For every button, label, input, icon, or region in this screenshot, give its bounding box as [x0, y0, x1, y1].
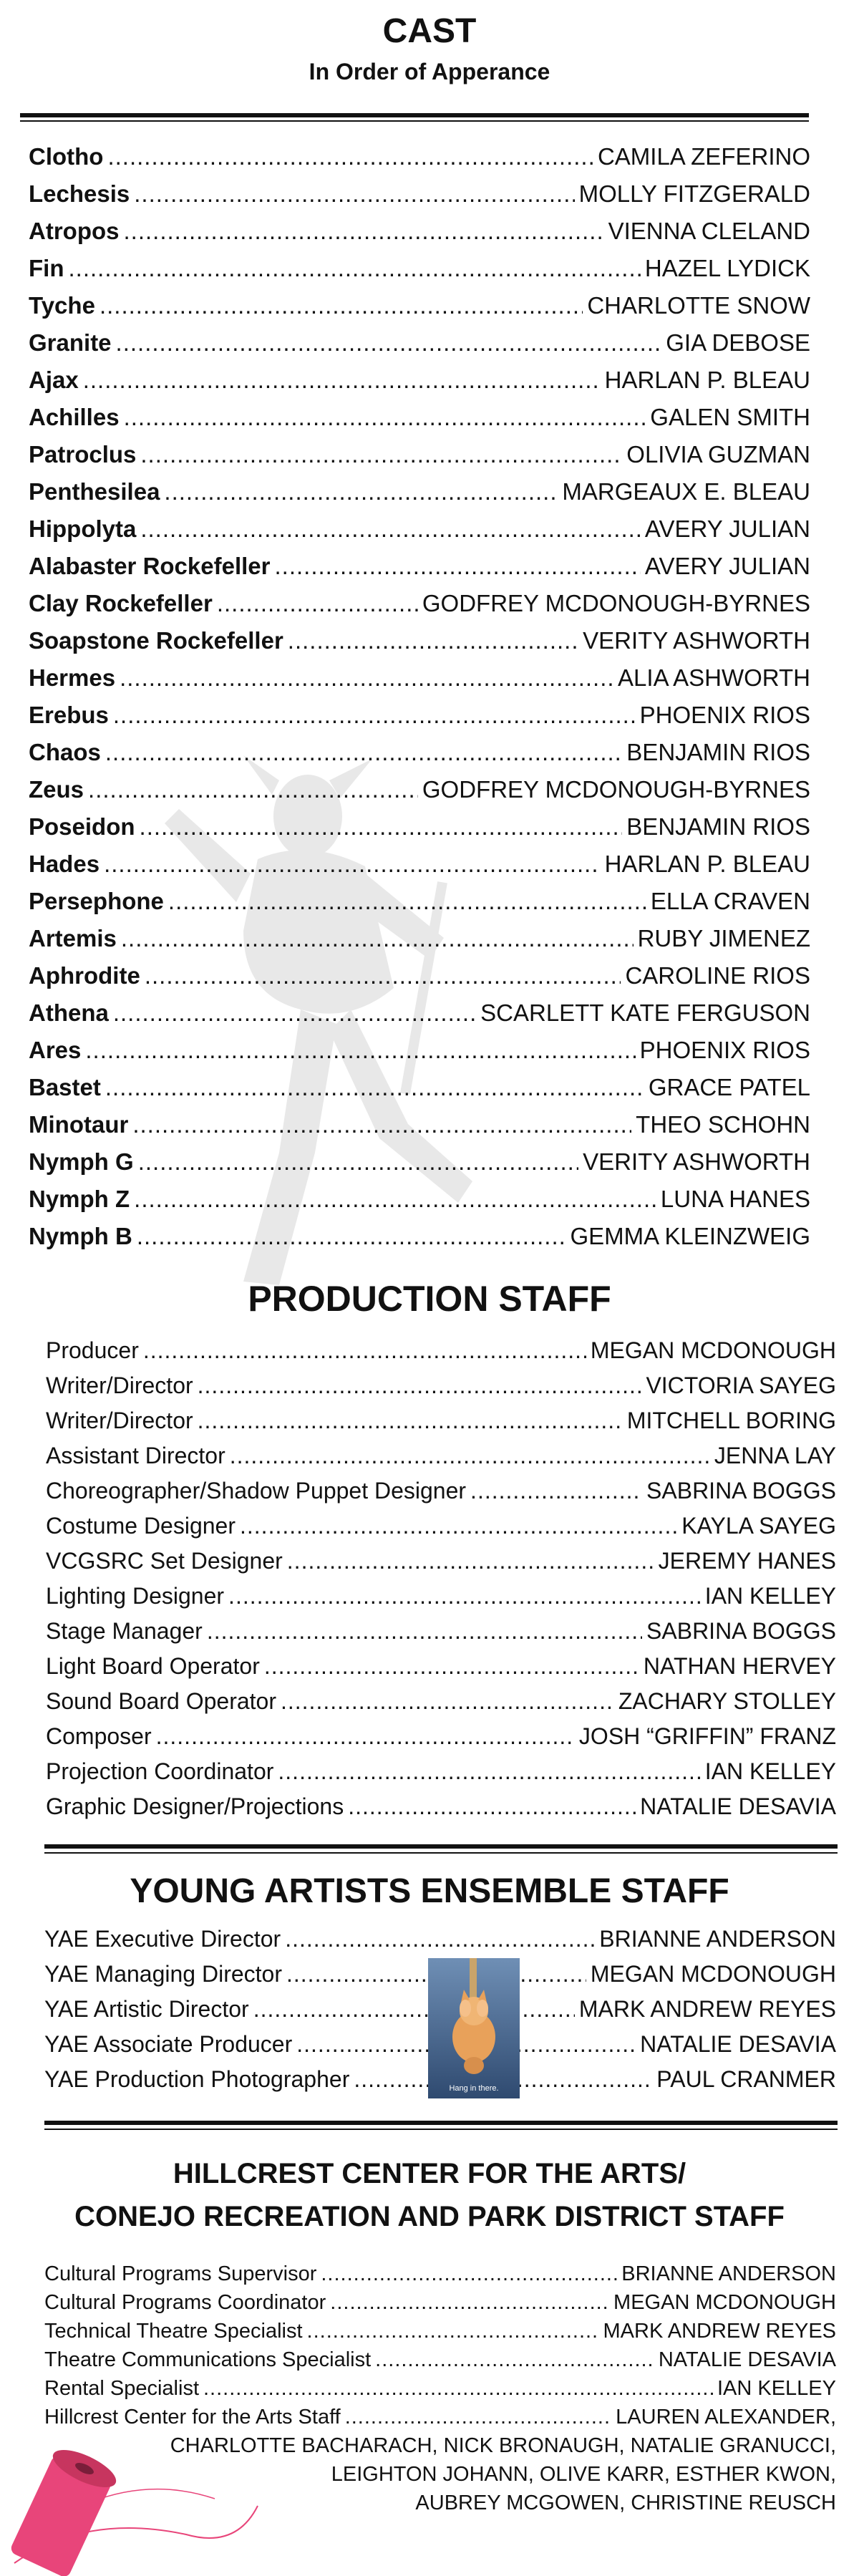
staff-role: Projection Coordinator	[46, 1758, 274, 1784]
leader-dots	[217, 590, 418, 617]
leader-dots	[105, 1074, 644, 1101]
staff-name: KAYLA SAYEG	[681, 1513, 836, 1539]
cast-row	[29, 1186, 810, 1213]
cast-role: Hades	[29, 851, 100, 877]
leader-dots	[124, 218, 604, 245]
leader-dots	[138, 1148, 578, 1176]
cast-row	[29, 553, 810, 580]
staff-role: VCGSRC Set Designer	[46, 1548, 283, 1574]
leader-dots	[145, 962, 621, 989]
staff-role: Writer/Director	[46, 1372, 193, 1398]
leader-dots	[113, 999, 476, 1027]
staff-name: JENNA LAY	[714, 1443, 836, 1468]
leader-dots	[207, 1618, 642, 1645]
staff-name: MEGAN MCDONOUGH	[590, 1961, 836, 1987]
cast-row	[29, 999, 810, 1027]
staff-role: Choreographer/Shadow Puppet Designer	[46, 1478, 467, 1504]
cast-role: Ares	[29, 1037, 82, 1063]
staff-row	[46, 1443, 836, 1469]
staff-row	[44, 1926, 836, 1952]
poster-caption: Hang in there.	[449, 2084, 499, 2093]
staff-name: NATALIE DESAVIA	[658, 2348, 836, 2371]
cast-row	[29, 590, 810, 617]
cast-name: MARGEAUX E. BLEAU	[562, 478, 810, 505]
cast-row	[29, 1074, 810, 1101]
staff-row	[46, 1723, 836, 1750]
hillcrest-title-line1: HILLCREST CENTER FOR THE ARTS/	[173, 2158, 686, 2189]
yae-staff-title: YOUNG ARTISTS ENSEMBLE STAFF	[130, 1872, 729, 1910]
cast-name: GEMMA KLEINZWEIG	[570, 1223, 810, 1249]
staff-name: IAN KELLEY	[704, 1758, 836, 1784]
cast-row	[29, 888, 810, 915]
cast-row	[29, 367, 810, 394]
leader-dots	[203, 2377, 713, 2401]
staff-name: NATALIE DESAVIA	[640, 2031, 836, 2057]
staff-name: MITCHELL BORING	[626, 1408, 836, 1433]
cast-row	[29, 702, 810, 729]
cast-row	[29, 664, 810, 692]
staff-name: PAUL CRANMER	[656, 2066, 836, 2092]
production-rule-thin	[44, 1852, 838, 1854]
leader-dots	[120, 664, 613, 692]
staff-role: Assistant Director	[46, 1443, 225, 1468]
leader-dots	[134, 180, 574, 208]
staff-row	[44, 2320, 836, 2343]
cast-role: Clay Rockefeller	[29, 590, 213, 616]
staff-role: Graphic Designer/Projections	[46, 1793, 344, 1819]
cast-row	[29, 627, 810, 654]
cast-rule-thick	[20, 113, 809, 117]
leader-dots	[140, 441, 622, 468]
staff-role: Technical Theatre Specialist	[44, 2320, 303, 2343]
hillcrest-staff-continuation: AUBREY MCGOWEN, CHRISTINE REUSCH	[415, 2492, 836, 2514]
cast-row	[29, 739, 810, 766]
leader-dots	[228, 1583, 701, 1609]
production-rule-thick	[44, 1844, 838, 1849]
staff-role: Writer/Director	[46, 1408, 193, 1433]
cast-role: Artemis	[29, 925, 117, 952]
leader-dots	[140, 813, 623, 841]
cast-row	[29, 776, 810, 803]
cast-role: Poseidon	[29, 813, 135, 840]
staff-row	[46, 1583, 836, 1609]
staff-name: SABRINA BOGGS	[646, 1478, 836, 1504]
staff-name: IAN KELLEY	[717, 2377, 836, 2400]
staff-row	[46, 1372, 836, 1399]
cast-role: Fin	[29, 255, 64, 281]
cast-name: ALIA ASHWORTH	[618, 664, 810, 691]
cast-role: Persephone	[29, 888, 164, 914]
yae-rule-thick	[44, 2121, 838, 2125]
staff-name: MEGAN MCDONOUGH	[613, 2291, 836, 2314]
staff-role: YAE Production Photographer	[44, 2066, 350, 2092]
staff-name: MARK ANDREW REYES	[603, 2320, 836, 2343]
cast-row	[29, 813, 810, 841]
staff-row	[46, 1618, 836, 1645]
cast-subtitle: In Order of Apperance	[309, 59, 550, 84]
cast-title: CAST	[382, 12, 477, 50]
staff-row	[46, 1478, 836, 1504]
leader-dots	[134, 1186, 656, 1213]
staff-role: Theatre Communications Specialist	[44, 2348, 372, 2371]
cast-name: ELLA CRAVEN	[650, 888, 810, 914]
cast-role: Alabaster Rockefeller	[29, 553, 271, 579]
cast-name: LUNA HANES	[660, 1186, 810, 1212]
staff-name: NATALIE DESAVIA	[640, 1793, 836, 1819]
cast-role: Tyche	[29, 292, 95, 319]
leader-dots	[164, 478, 558, 505]
leader-dots	[88, 776, 418, 803]
cast-role: Achilles	[29, 404, 120, 430]
cast-name: HAZEL LYDICK	[644, 255, 810, 281]
staff-row	[44, 2348, 836, 2372]
staff-role: Producer	[46, 1337, 139, 1363]
thread-spool-icon	[0, 2427, 272, 2576]
leader-dots	[83, 367, 601, 394]
cast-rule-thin	[20, 120, 809, 122]
cast-role: Soapstone Rockefeller	[29, 627, 283, 654]
leader-dots	[330, 2291, 609, 2315]
leader-dots	[107, 143, 593, 170]
cast-name: THEO SCHOHN	[636, 1111, 810, 1138]
staff-row	[46, 1337, 836, 1364]
hillcrest-staff-continuation: LEIGHTON JOHANN, OLIVE KARR, ESTHER KWON,	[331, 2463, 836, 2486]
staff-row	[46, 1513, 836, 1539]
cast-row	[29, 292, 810, 319]
staff-name: LAUREN ALEXANDER,	[616, 2406, 836, 2429]
cast-role: Nymph G	[29, 1148, 134, 1175]
staff-row	[44, 2291, 836, 2315]
cast-name: CHARLOTTE SNOW	[587, 292, 810, 319]
cast-role: Nymph Z	[29, 1186, 130, 1212]
cast-role: Zeus	[29, 776, 84, 803]
staff-role: YAE Associate Producer	[44, 2031, 293, 2057]
cast-role: Granite	[29, 329, 112, 356]
staff-name: BRIANNE ANDERSON	[599, 1926, 836, 1952]
staff-name: IAN KELLEY	[704, 1583, 836, 1609]
staff-name: JEREMY HANES	[658, 1548, 836, 1574]
cast-role: Nymph B	[29, 1223, 132, 1249]
leader-dots	[100, 292, 583, 319]
cast-name: HARLAN P. BLEAU	[604, 851, 810, 877]
cast-role: Aphrodite	[29, 962, 140, 989]
staff-role: Light Board Operator	[46, 1653, 260, 1679]
cast-row	[29, 1223, 810, 1250]
staff-name: NATHAN HERVEY	[643, 1653, 836, 1679]
cast-row	[29, 515, 810, 543]
leader-dots	[132, 1111, 631, 1138]
cast-name: BENJAMIN RIOS	[626, 813, 810, 840]
leader-dots	[253, 1996, 575, 2023]
leader-dots	[143, 1337, 586, 1364]
hillcrest-title-line2: CONEJO RECREATION AND PARK DISTRICT STAFF	[74, 2201, 785, 2232]
cast-row	[29, 143, 810, 170]
staff-row	[44, 2406, 836, 2429]
leader-dots	[348, 1793, 636, 1820]
cast-role: Lechesis	[29, 180, 130, 207]
hillcrest-staff-continuation: CHARLOTTE BACHARACH, NICK BRONAUGH, NATALIE GRANUCCI,	[170, 2434, 836, 2457]
kitten-icon	[428, 1958, 520, 2098]
staff-role: YAE Executive Director	[44, 1926, 281, 1952]
cast-name: VIENNA CLELAND	[608, 218, 810, 244]
cast-name: GALEN SMITH	[650, 404, 810, 430]
leader-dots	[140, 515, 641, 543]
staff-name: SABRINA BOGGS	[646, 1618, 836, 1644]
cast-name: HARLAN P. BLEAU	[604, 367, 810, 393]
leader-dots	[104, 851, 601, 878]
cast-role: Athena	[29, 999, 109, 1026]
staff-row	[46, 1688, 836, 1715]
production-staff-title: PRODUCTION STAFF	[248, 1279, 611, 1319]
leader-dots	[307, 2320, 599, 2343]
yae-rule-thin	[44, 2129, 838, 2130]
leader-dots	[156, 1723, 575, 1750]
cast-role: Hippolyta	[29, 515, 137, 542]
staff-role: Cultural Programs Supervisor	[44, 2262, 317, 2285]
leader-dots	[124, 404, 646, 431]
staff-role: Composer	[46, 1723, 152, 1749]
cast-name: AVERY JULIAN	[644, 553, 810, 579]
cast-role: Patroclus	[29, 441, 137, 468]
cast-name: CAROLINE RIOS	[625, 962, 810, 989]
leader-dots	[470, 1478, 642, 1504]
leader-dots	[116, 329, 662, 357]
leader-dots	[288, 627, 578, 654]
cast-name: BENJAMIN RIOS	[626, 739, 810, 765]
staff-row	[44, 2262, 836, 2286]
staff-name: MEGAN MCDONOUGH	[590, 1337, 836, 1363]
leader-dots	[287, 1548, 654, 1574]
cast-role: Bastet	[29, 1074, 101, 1100]
staff-row	[46, 1548, 836, 1574]
staff-row	[44, 2377, 836, 2401]
cast-row	[29, 478, 810, 505]
staff-role: YAE Artistic Director	[44, 1996, 249, 2022]
cast-role: Minotaur	[29, 1111, 129, 1138]
cast-row	[29, 1111, 810, 1138]
cast-name: VERITY ASHWORTH	[583, 627, 810, 654]
cast-name: MOLLY FITZGERALD	[578, 180, 810, 207]
leader-dots	[198, 1372, 642, 1399]
leader-dots	[68, 255, 640, 282]
cast-row	[29, 925, 810, 952]
cast-row	[29, 180, 810, 208]
staff-role: Hillcrest Center for the Arts Staff	[44, 2406, 341, 2429]
leader-dots	[321, 2262, 617, 2286]
cast-name: GIA DEBOSE	[666, 329, 810, 356]
cast-row	[29, 255, 810, 282]
cast-name: GODFREY MCDONOUGH-BYRNES	[422, 776, 810, 803]
staff-role: Sound Board Operator	[46, 1688, 276, 1714]
leader-dots	[375, 2348, 654, 2372]
staff-name: JOSH “GRIFFIN” FRANZ	[578, 1723, 836, 1749]
leader-dots	[275, 553, 641, 580]
leader-dots	[230, 1443, 710, 1469]
leader-dots	[345, 2406, 611, 2429]
leader-dots	[85, 1037, 635, 1064]
cast-name: GRACE PATEL	[648, 1074, 810, 1100]
leader-dots	[240, 1513, 677, 1539]
cast-row	[29, 962, 810, 989]
staff-role: Lighting Designer	[46, 1583, 225, 1609]
staff-row	[46, 1758, 836, 1785]
leader-dots	[105, 739, 622, 766]
cast-row	[29, 851, 810, 878]
cast-name: CAMILA ZEFERINO	[597, 143, 810, 170]
leader-dots	[278, 1758, 700, 1785]
cast-row	[29, 329, 810, 357]
cast-name: SCARLETT KATE FERGUSON	[480, 999, 810, 1026]
staff-role: Rental Specialist	[44, 2377, 199, 2400]
cast-row	[29, 1148, 810, 1176]
staff-role: YAE Managing Director	[44, 1961, 282, 1987]
cast-name: GODFREY MCDONOUGH-BYRNES	[422, 590, 810, 616]
cast-role: Chaos	[29, 739, 101, 765]
leader-dots	[121, 925, 634, 952]
cast-name: RUBY JIMENEZ	[637, 925, 810, 952]
staff-row	[46, 1653, 836, 1680]
cast-name: AVERY JULIAN	[644, 515, 810, 542]
cast-role: Ajax	[29, 367, 79, 393]
staff-name: ZACHARY STOLLEY	[618, 1688, 836, 1714]
hang-in-there-poster	[428, 1958, 520, 2098]
cast-row	[29, 441, 810, 468]
leader-dots	[168, 888, 646, 915]
leader-dots	[264, 1653, 639, 1680]
cast-name: PHOENIX RIOS	[639, 702, 810, 728]
staff-name: MARK ANDREW REYES	[578, 1996, 836, 2022]
cast-row	[29, 1037, 810, 1064]
staff-role: Costume Designer	[46, 1513, 236, 1539]
staff-row	[46, 1793, 836, 1820]
cast-role: Atropos	[29, 218, 120, 244]
cast-row	[29, 404, 810, 431]
staff-role: Stage Manager	[46, 1618, 203, 1644]
staff-row	[46, 1408, 836, 1434]
cast-name: VERITY ASHWORTH	[583, 1148, 810, 1175]
staff-name: BRIANNE ANDERSON	[621, 2262, 836, 2285]
staff-name: VICTORIA SAYEG	[646, 1372, 836, 1398]
cast-row	[29, 218, 810, 245]
cast-role: Clotho	[29, 143, 104, 170]
cast-role: Hermes	[29, 664, 116, 691]
staff-role: Cultural Programs Coordinator	[44, 2291, 326, 2314]
leader-dots	[198, 1408, 623, 1434]
cast-role: Penthesilea	[29, 478, 160, 505]
leader-dots	[281, 1688, 614, 1715]
leader-dots	[137, 1223, 566, 1250]
leader-dots	[113, 702, 636, 729]
leader-dots	[285, 1926, 595, 1952]
cast-role: Erebus	[29, 702, 109, 728]
cast-name: OLIVIA GUZMAN	[626, 441, 810, 468]
cast-name: PHOENIX RIOS	[639, 1037, 810, 1063]
